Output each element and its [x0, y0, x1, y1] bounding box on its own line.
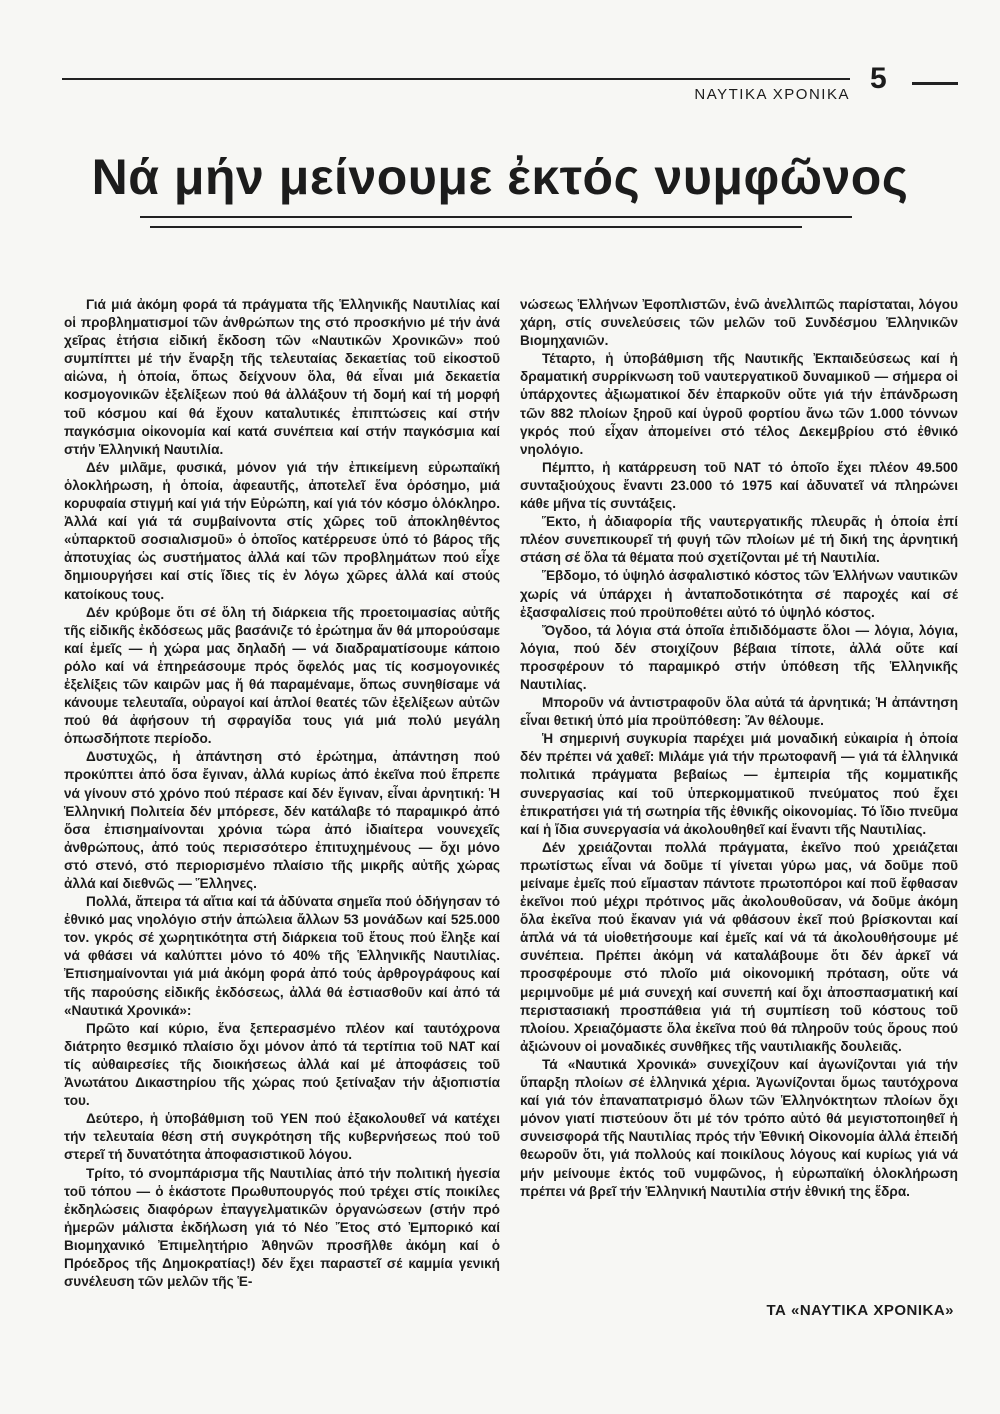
paragraph: Τά «Ναυτικά Χρονικά» συνεχίζουν καί ἀγωνίζονται γιά τήν ὕπαρξη πλοίων σέ ἑλληνικά χέρια. Ἀγωνίζονται ὅμως ταυτόχρονα καί γιά τόν ἐπαναπατρισμό ὅλων τῶν Ἑλληνόκτητων πλοίων ὄχι μόνον γιατί πιστεύουν ὅτι μέ τόν τρόπο αὐτό θά μεγιστοποιηθεῖ ἡ συνεισφορά τῆς Ναυτιλίας πρός τήν Ἐθνική Οἰκονομία ἀλλά ἐπειδή θεωροῦν ὅτι, γιά πολλούς καί ποικίλους λόγους καί κυρίως γιά νά μήν μείνουμε ἐκτός τοῦ νυμφῶνος, ἡ εὐρωπαϊκή ὁλοκλήρωση πρέπει νά βρεῖ τήν Ἑλληνική Ναυτιλία στήν ἐθνική της ἕδρα.	[520, 1056, 958, 1199]
header-rule	[62, 78, 850, 80]
paragraph: Δέν κρύβομε ὅτι σέ ὅλη τή διάρκεια τῆς προετοιμασίας αὐτῆς τῆς εἰδικῆς ἐκδόσεως μᾶς βασάνιζε τό ἐρώτημα ἄν θά μπορούσαμε καί ἐμεῖς — ἡ χώρα μας δηλαδή — νά διαδραματίσουμε κάποιο ρόλο καί νά ἐπηρεάσουμε πρός ὄφελός μας τίς κοσμογονικές ἐξελίξεις τῶν καιρῶν μας ἤ θά παραμέναμε, ὅπως συνηθίσαμε νά κάνουμε τελευταῖα, οὐραγοί καί ἁπλοί θεατές τῶν ἐξελίξεων αὐτῶν πού θά ἀφήσουν τή σφραγίδα τους γιά μιά πολύ μεγάλη ὁπωσδήποτε περίοδο.	[64, 604, 500, 747]
paragraph: Δέν χρειάζονται πολλά πράγματα, ἐκεῖνο πού χρειάζεται πρωτίστως εἶναι νά δοῦμε τί γίνεται γύρω μας, νά δοῦμε ποῦ μείναμε ἐμεῖς πού εἴμασταν πάντοτε πρωτοπόροι καί ποῦ ἔφθασαν ἐκεῖνοι πού μέχρι πρότινος μᾶς ἀκολουθοῦσαν, νά δοῦμε ἀκόμη ὅλα ἐκεῖνα πού ἔκαναν γιά νά φθάσουν ἐκεῖ πού βρίσκονται καί ἁπλά νά τά υἱοθετήσουμε καί ἐμεῖς καί νά τά ἀκολουθήσουμε μέ συνέπεια. Πρέπει ἀκόμη νά καταλάβουμε ὅτι δέν ἀρκεῖ νά προσφέρουμε στό πλοῖο μιά οἰκονομική πρόταση, οὔτε νά μεριμνοῦμε μέ μιά συνεχή καί συνεπή καί ὄχι ἀποσπασματική καί περιστασιακή προσπάθεια γιά τή συμπίεση τοῦ κόστους τοῦ πλοίου. Χρειαζόμαστε ὅλα ἐκεῖνα πού θά πληροῦν τούς ὅρους πού ἀξιώνουν οἱ μοναδικές συνθῆκες τῆς ναυτιλιακῆς δουλειᾶς.	[520, 839, 958, 1054]
article-column-right	[520, 296, 958, 1201]
header-rule-right	[912, 82, 958, 85]
paragraph: Δυστυχῶς, ἡ ἀπάντηση στό ἐρώτημα, ἀπάντηση πού προκύπτει ἀπό ὅσα ἔγιναν, ἀλλά κυρίως ἀπό ἐκεῖνα πού ἔπρεπε νά γίνουν στό χρόνο πού πέρασε καί δέν ἔγιναν, εἶναι ἀρνητική: Ἡ Ἑλληνική Πολιτεία δέν μπόρεσε, δέν κατάλαβε τό παραμικρό ἀπό ὅσα ἐπισημαίνονται χρόνια τώρα ἀπό ἰδιαίτερα νουνεχεῖς ἀνθρώπους, ἀπό τούς περισσότερο ἐπιτυχημένους — ὄχι μόνο στό στενό, στό περιορισμένο πλαίσιο τῆς μικρῆς αὐτῆς χώρας ἀλλά καί διεθνῶς — Ἕλληνες.	[64, 749, 500, 891]
paragraph: Ἕβδομο, τό ὑψηλό ἀσφαλιστικό κόστος τῶν Ἑλλήνων ναυτικῶν χωρίς νά ὑπάρχει ἡ ἀνταποδοτικότητα σέ παροχές καί σέ ἐξασφαλίσεις πού προϋποθέτει αὐτό τό ὑψηλό κόστος.	[520, 568, 958, 620]
article-title: Νά μήν μείνουμε ἐκτός νυμφῶνος	[91, 149, 909, 205]
paragraph: Δεύτερο, ἡ ὑποβάθμιση τοῦ ΥΕΝ πού ἐξακολουθεῖ νά κατέχει τήν τελευταία θέση στή συγκρότηση τῆς κυβερνήσεως πού τοῦ στερεῖ τή δυνατότητα ἀποφασιστικοῦ λόγου.	[64, 1111, 500, 1163]
paragraph: Μποροῦν νά ἀντιστραφοῦν ὅλα αὐτά τά ἀρνητικά; Ἡ ἀπάντηση εἶναι θετική ὑπό μία προϋπόθεση: Ἄν θέλουμε.	[520, 695, 958, 729]
paragraph: Τέταρτο, ἡ ὑποβάθμιση τῆς Ναυτικῆς Ἐκπαιδεύσεως καί ἡ δραματική συρρίκνωση τοῦ ναυτεργατικοῦ δυναμικοῦ — σήμερα οἱ ὑπάρχοντες ἀξιωματικοί δέν ἐπαρκοῦν οὔτε γιά τήν ἐπάνδρωση τῶν 882 πλοίων ξηροῦ καί ὑγροῦ φορτίου ἄνω τῶν 1.000 τόννων γκρός πού εἶχαν ἀπομείνει στό τέλος Δεκεμβρίου στό ἐθνικό νηολόγιο.	[520, 351, 958, 457]
paragraph: Ἕκτο, ἡ ἀδιαφορία τῆς ναυτεργατικῆς πλευρᾶς ἡ ὁποία ἐπί πλέον συνεπικουρεῖ τή φυγή τῶν πλοίων μέ τή δική της ἀρνητική στάση σέ ὅλα τά θέματα πού σχετίζονται μέ τή Ναυτιλία.	[520, 514, 958, 566]
page-number: 5	[870, 62, 887, 95]
article-column-left	[64, 296, 500, 1291]
paragraph: Τρίτο, τό σνομπάρισμα τῆς Ναυτιλίας ἀπό τήν πολιτική ἡγεσία τοῦ τόπου — ὁ ἑκάστοτε Πρωθυπουργός πού τρέχει στίς ποικίλες ἐκδηλώσεις διαφόρων ἐπαγγελματικῶν ὀργανώσεων (στήν πρό ἡμερῶν μάλιστα ἐκδήλωση γιά τό Νέο Ἔτος στό Ἐμπορικό καί Βιομηχανικό Ἐπιμελητήριο Ἀθηνῶν προσῆλθε ἀκόμη καί ὁ Πρόεδρος τῆς Δημοκρατίας!) δέν ἔχει παραστεῖ σέ καμμία γενική συνέλευση τῶν μελῶν τῆς Ἑ-	[64, 1165, 500, 1290]
title-underline-bottom	[150, 226, 802, 228]
paragraph: Δέν μιλᾶμε, φυσικά, μόνον γιά τήν ἐπικείμενη εὐρωπαϊκή ὁλοκλήρωση, ἡ ὁποία, ἀφεαυτῆς, ἀποτελεῖ ἕνα ὁρόσημο, μιά κορυφαία στιγμή καί γιά τήν Εὐρώπη, καί γιά τόν κόσμο ὁλόκληρο. Ἀλλά καί γιά τά συμβαίνοντα στίς χῶρες τοῦ ἀποκληθέντος «ὑπαρκτοῦ σοσιαλισμοῦ» ὁ ὁποῖος κατέρρευσε ὑπό τό βάρος τῆς ἀποτυχίας ὡς συστήματος ἀλλά καί τῶν προβλημάτων πού εἶχε δημιουργήσει καί στίς ἴδιες τίς ἐν λόγω χῶρες ἀλλά καί στούς κατοίκους τους.	[64, 459, 500, 602]
paragraph: Πολλά, ἄπειρα τά αἴτια καί τά ἀδύνατα σημεῖα πού ὁδήγησαν τό ἐθνικό μας νηολόγιο στήν ἀπώλεια ἄλλων 53 μονάδων καί 525.000 τον. γκρός σέ χωρητικότητα στή διάρκεια τοῦ ἔτους πού ἔληξε καί νά φθάσει νά καλύπτει μόνο τό 40% τῆς Ἑλληνικῆς Ναυτιλίας. Ἐπισημαίνονται γιά μιά ἀκόμη φορά ἀπό τούς ἀρθρογράφους καί τῆς παρούσης εἰδικῆς ἐκδόσεως, ἀλλά θά ἐστιασθοῦν καί ἀπό τά «Ναυτικά Χρονικά»:	[64, 894, 500, 1018]
paragraph: Ἡ σημερινή συγκυρία παρέχει μιά μοναδική εὐκαιρία ἡ ὁποία δέν πρέπει νά χαθεῖ: Μιλάμε γιά τήν πρωτοφανῆ — γιά τά ἑλληνικά πολιτικά πράγματα βεβαίως — ἐμπειρία τῆς κομματικῆς συνεργασίας καί τοῦ ὑπερκομματικοῦ πνεύματος πού ἔχει ἐπικρατήσει γιά τή σωτηρία τῆς ἐθνικῆς οἰκονομίας. Τό ἴδιο πνεῦμα καί ἡ ἴδια συνεργασία νά ἀκολουθηθεῖ καί ἔναντι τῆς Ναυτιλίας.	[520, 731, 958, 837]
title-underline-top	[140, 216, 852, 218]
article-signature: ΤΑ «ΝΑΥΤΙΚΑ ΧΡΟΝΙΚΑ»	[766, 1302, 954, 1319]
paragraph: Πρῶτο καί κύριο, ἕνα ξεπερασμένο πλέον καί ταυτόχρονα διάτρητο θεσμικό πλαίσιο ὄχι μόνον ἀπό τά τερτίπια τοῦ ΝΑΤ καί τίς αὐθαιρεσίες τῆς διοικήσεως ἀλλά καί μέ ἀποφάσεις τοῦ Ἀνωτάτου Δικαστηρίου τῆς χώρας πού ξετίναξαν τήν ἀξιοπιστία του.	[64, 1020, 500, 1109]
paragraph: νώσεως Ἑλλήνων Ἐφοπλιστῶν, ἐνῶ ἀνελλιπῶς παρίσταται, λόγου χάρη, στίς συνελεύσεις τῶν μελῶν τοῦ Συνδέσμου Ἑλληνικῶν Βιομηχανιῶν.	[520, 297, 958, 349]
paragraph: Ὄγδοο, τά λόγια στά ὁποῖα ἐπιδιδόμαστε ὅλοι — λόγια, λόγια, λόγια, πού δέν στοιχίζουν βέβαια τίποτε, ἀλλά οὔτε καί προσφέρουν τό παραμικρό στήν ὑπόθεση τῆς Ἑλληνικῆς Ναυτιλίας.	[520, 622, 958, 692]
paragraph: Γιά μιά ἀκόμη φορά τά πράγματα τῆς Ἑλληνικῆς Ναυτιλίας καί οἱ προβληματισμοί τῶν ἀνθρώπων της στό προσκήνιο μέ τήν ἀνά χεῖρας ἐτήσια εἰδική ἔκδοση τῶν «Ναυτικῶν Χρονικῶν» πού συμπίπτει μέ τήν ἔναρξη τῆς τελευταίας δεκαετίας τοῦ εἰκοστοῦ αἰώνα, ἡ ὁποία, ὅπως δείχνουν ὅλα, θά εἶναι μιά δεκαετία κοσμογονικῶν ἐξελίξεων πού θά ἀλλάξουν τή δομή καί τή μορφή τοῦ κόσμου καί θά ἔχουν καταλυτικές ἐπιπτώσεις καί στήν παγκόσμια οἰκονομία καί κατά συνέπεια καί στήν παγκόσμια καί στήν Ἑλληνική Ναυτιλία.	[64, 297, 500, 457]
paragraph: Πέμπτο, ἡ κατάρρευση τοῦ ΝΑΤ τό ὁποῖο ἔχει πλέον 49.500 συνταξιούχους ἔναντι 23.000 τό 1975 καί ἀδυνατεῖ νά πληρώνει κάθε μῆνα τίς συντάξεις.	[520, 459, 958, 512]
publication-name: ΝΑΥΤΙΚΑ ΧΡΟΝΙΚΑ	[694, 86, 850, 103]
